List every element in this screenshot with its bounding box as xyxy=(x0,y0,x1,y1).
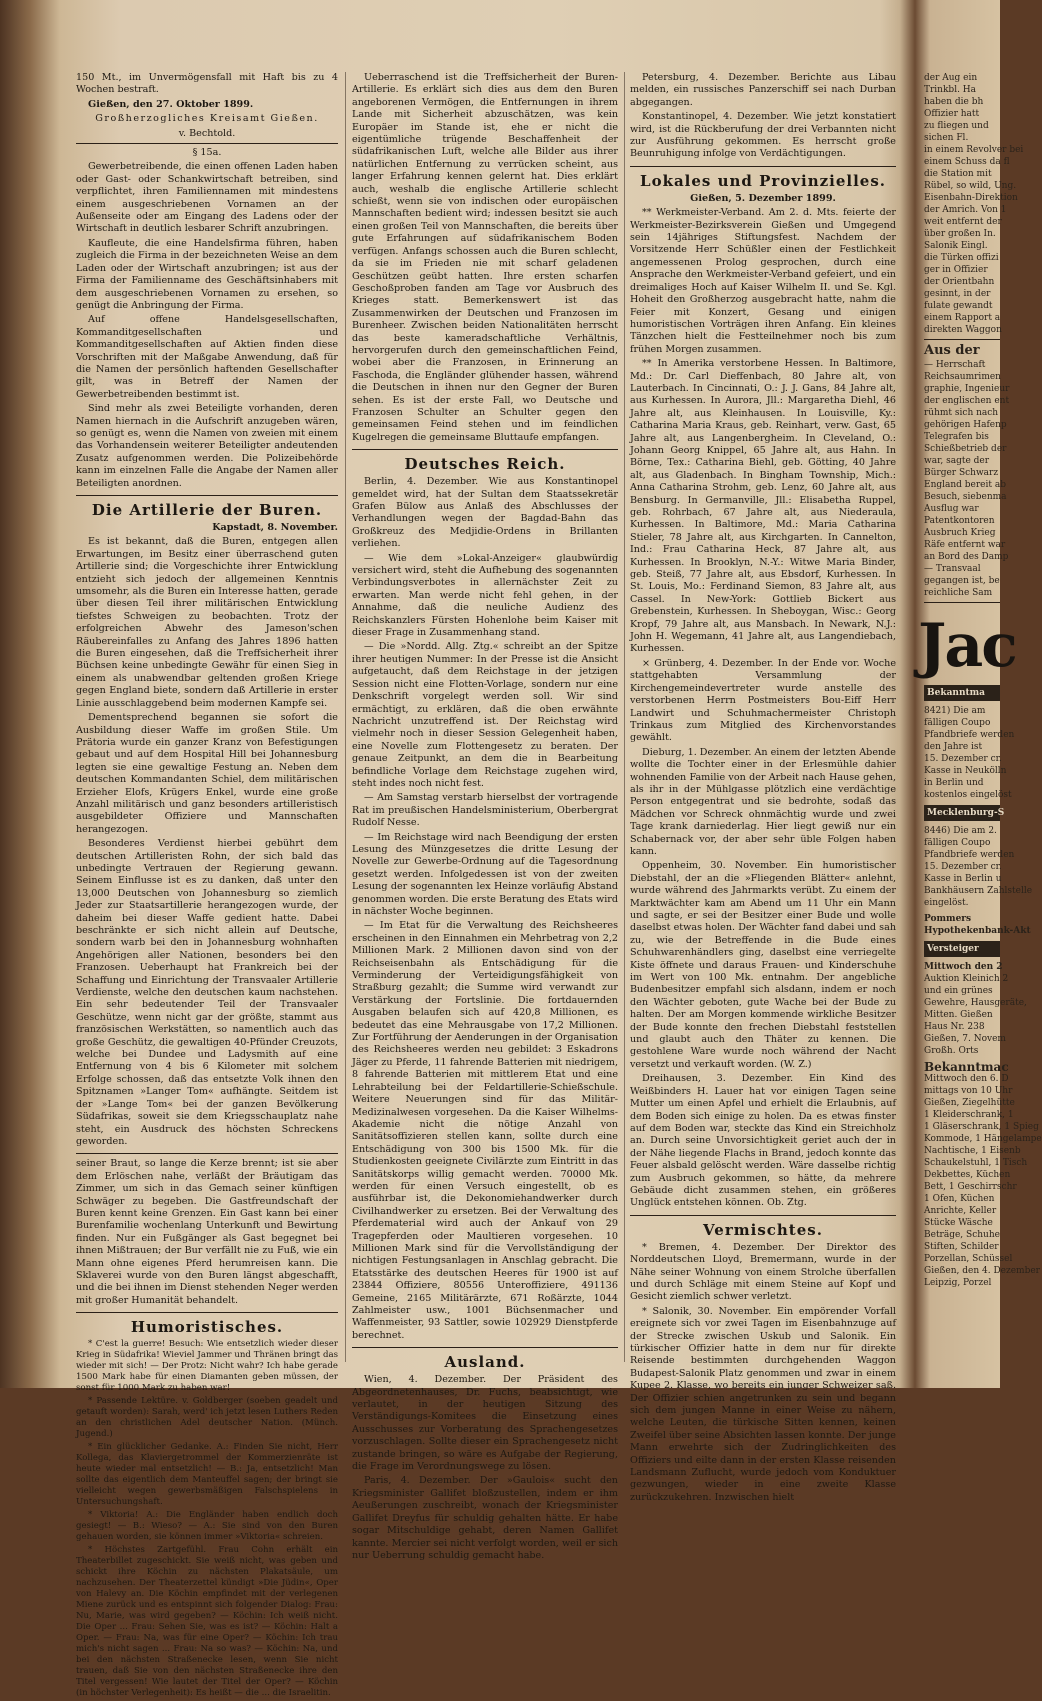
next-page-line: Porzellan, Schüssel xyxy=(924,1254,1013,1264)
next-page-lines xyxy=(924,825,1033,909)
divider xyxy=(76,1312,338,1313)
next-page-line: Reichsaumrimen xyxy=(924,372,1001,382)
advertisement-big-letters: Jac xyxy=(918,611,1016,681)
section-headline-lokales: Lokales und Provinzielles. xyxy=(640,171,886,190)
next-page-line: Stücke Wäsche xyxy=(924,1218,993,1228)
misc-item: * Salonik, 30. November. Ein empörender Vorfall ereignete sich vor zwei Tagen im Eisenbahnzuge auf der Strecke zwischen Uskub und Salonik. Ein türkischer Offizier hatte in dem nur für direkte Reisende bestimmten durchgehenden Waggon Budapest-Salonik Platz genommen und zwar in einem Kupee 2. Klasse, wo bereits ein junger Schweizer saß. Der Offizier schien angetrunken zu sein und begann sich dem jungen Manne in einer Weise zu nähern, welche Leuten, die türkische Sitten kennen, keinen Zweifel über seine Absichten lassen konnte. Der junge Mann erwehrte sich der Zudringlichkeiten des Offiziers und eilte dann in der ersten Klasse reisenden Landsmann Zuflucht, wurde jedoch vom Konduktuer gezwungen, wieder in eine zweite Klasse zurückzukehren. Inzwischen hielt xyxy=(630,1305,896,1503)
next-page-line: sichen Fl. xyxy=(924,133,969,143)
divider xyxy=(352,449,618,450)
next-page-line: Pfandbriefe werden xyxy=(924,730,1015,740)
next-page-line: fälligen Coupo xyxy=(924,718,991,728)
local-item: ** Werkmeister-Verband. Am 2. d. Mts. feierte der Werkmeister-Bezirksverein Gießen und Umgegend sein 14jähriges Stiftungsfest. Nachdem der Vorsitzende Herr Schüßler einen der Festlichkeit angemessenen Prolog gesprochen, durch eine Ansprache den Werkmeister-Verband gefeiert, und ein dreimaliges Hoch auf Kaiser Wilhelm II. und Se. Kgl. Hoheit den Großherzog ausgebracht hatte, nahm die Feier mit Konzert, Gesang und einigen humoristischen Vorträgen ihren Anfang. Ein kleines Tänzchen hielt die Festteilnehmer noch bis zum frühen Morgen zusammen. xyxy=(630,207,896,355)
news-item: Berlin, 4. Dezember. Wie aus Konstantinopel gemeldet wird, hat der Sultan dem Staatssekretär Grafen Bülow aus Anlaß des Abschlusses der Verhandlungen wegen der Bagdad-Bahn das Großkreuz des Medjidie-Ordens in Brillanten verliehen. xyxy=(352,476,618,550)
notice-heading: Bekanntmac xyxy=(924,1060,1009,1074)
next-page-line: zu fliegen und xyxy=(924,121,989,131)
local-item: Oppenheim, 30. November. Ein humoristischer Diebstahl, der an die »Fliegenden Blätter« anlehnt, wurde während des Jahrmarkts verübt. Zu einem der Marktwächter kam am Abend um 11 Uhr ein Mann und sagte, er sei der Besitzer einer Bude und wolle daselbst etwas holen. Der Wächter fand dabei und sah zu, wie der Betreffende in die Bude eines Schuhwarenhändlers ging, daselbst eine verriegelte Kiste öffnete und daraus Frauen- und Kinderschuhe im Wert von 100 Mk. entnahm. Der angebliche Budenbesitzer empfahl sich alsdann, indem er noch den Wächter geboten, gute Wache bei der Bude zu halten. Der am Morgen kommende wirkliche Besitzer der Bude konnte den frechen Diebstahl feststellen und glaubt auch den Thäter zu kennen. Die gestohlene Ware wurde noch während der Nacht versetzt und verkauft worden. (W. Z.) xyxy=(630,860,896,1070)
local-item: Dieburg, 1. Dezember. An einem der letzten Abende wollte die Tochter einer in der Erlesmühle dahier wohnenden Familie von der Arbeit nach Hause gehen, als ihr in der Mühlgasse plötzlich eine verdächtige Person entgegentrat und sie bedrohte, sodaß das Mädchen vor Schreck ohnmächtig wurde und zwei Tage krank darniederlag. Hier liegt gewiß nur ein Schabernack vor, der aber sehr üble Folgen haben kann. xyxy=(630,746,896,857)
next-page-line: kostenlos eingelöst xyxy=(924,790,1012,800)
next-page-line: Kommode, 1 Hängelampe xyxy=(924,1134,1042,1144)
next-page-line: 1 Gläserschrank, 1 Spieg xyxy=(924,1122,1039,1132)
next-page-line: Auktion Kleinich 2 xyxy=(924,974,1009,984)
next-page-line: Bürger Schwarz xyxy=(924,468,999,478)
column-4-next-page xyxy=(918,72,1042,1289)
next-page-line: weit entfernt der xyxy=(924,217,1002,227)
next-page-headline: Aus der xyxy=(924,343,980,358)
next-page-line: Stiften, Schilder xyxy=(924,1242,999,1252)
next-page-line: Leipzig, Porzel xyxy=(924,1278,992,1288)
next-page-line: Räfe entfernt war xyxy=(924,540,1006,550)
local-item: Dreihausen, 3. Dezember. Ein Kind des Weißbinders H. Lauer hat vor einigen Tagen seine Mutter um einen Apfel und erhielt die Erlaubnis, auf dem Boden sich einige zu holen. Da es etwas finster auf dem Boden war, steckte das Kind ein Streichholz an. Durch seine Unvorsichtigkeit geriet auch der in der Nähe liegende Flachs in Brand, jedoch konnte das Feuer alsbald gelöscht werden. Wäre dasselbe richtig zum Ausbruch gekommen, so hätte, da mehrere Gebäude dicht zusammen stehen, ein größeres Unglück entstehen können. Ob. Ztg. xyxy=(630,1073,896,1209)
next-page-line: 15. Dezember cr. xyxy=(924,754,1002,764)
next-page-line: Besuch, siebenma xyxy=(924,492,1007,502)
next-page-line: Kasse in Neukölln xyxy=(924,766,1007,776)
next-page-line: direkten Waggon xyxy=(924,325,1002,335)
next-page-line: Nachtische, 1 Eisenb xyxy=(924,1146,1021,1156)
article-paragraph: Dementsprechend begannen sie sofort die Ausbildung dieser Waffe im großen Stile. Um Prätoria wurde ein ganzer Kranz von Befestigungen gebaut und auf dem Hospital Hill bei Johannesburg legten sie eine gewaltige Festung an. Neben dem deutschen Kommandanten Schiel, dem militärischen Erzieher Elofs, Krügers Enkel, wurde eine große Anzahl militärisch und ganz besonders artilleristisch ausgebildeter Offiziere und Mannschaften herangezogen. xyxy=(76,712,338,835)
next-page-line: der Amrich. Von 1 xyxy=(924,205,1007,215)
next-page-line: Rübel, so wild, Ung. xyxy=(924,181,1017,191)
next-page-line: gesinnt, in der xyxy=(924,289,991,299)
next-page-line: Gießen, 7. Novem xyxy=(924,1034,1006,1044)
section-headline-reich: Deutsches Reich. xyxy=(404,455,566,474)
next-page-line: — Transvaal xyxy=(924,564,981,574)
next-page-line: 1 Kleiderschrank, 1 xyxy=(924,1110,1014,1120)
auction-date: Mittwoch den 2 xyxy=(924,962,1003,972)
next-page-line: Patentkontoren xyxy=(924,516,995,526)
next-page-line: Ausflug war xyxy=(924,504,979,514)
news-item: — Im Etat für die Verwaltung des Reichsheeres erscheinen in den Einnahmen ein Mehrbetrag von 2,2 Millionen Mark. 2 Millionen davon sind von der Reichseisenbahn als Entschädigung für die Verminderung der Verteidigungsfähigkeit von Straßburg gezahlt; die Summe wird verwandt zur Verstärkung der Fortslinie. Die fortdauernden Ausgaben belaufen sich auf 420,8 Millionen, es bedeutet das eine Mehrausgabe von 17,2 Millionen. Zur Fortführung der Aenderungen in der Organisation des Reichsheeres werden neu gebildet: 3 Eskadrons Jäger zu Pferde, 11 fahrende Batterien mit niedrigem, 8 fahrende Batterien mit mittlerem Etat und eine Lehrabteilung bei der Feldartillerie-Schießschule. Weitere Neuerungen sind für das Militär-Medizinalwesen vorgesehen. Da die Kaiser Wilhelms-Akademie nicht die nötige Anzahl von Sanitätsoffizieren stellen kann, sollte durch eine Entschädigung von 300 bis 1500 Mk. für die Studienkosten geeignete Civilärzte zum Eintritt in das Sanitätskorps willig gemacht werden. 70000 Mk. werden für einen Versuch eingestellt, ob es ausführbar ist, die Dekonomiehandwerker durch Civilhandwerker zu ersetzen. Bei der Verwaltung des Pferdematerial wird auch der Ankauf von 29 Tragepferden oder Maultieren vorgesehen. 10 Millionen Mark sind für die Vervollständigung der nichtigen Festungsanlagen in Anschlag gebracht. Die Etatsstärke des deutschen Heeres für 1900 ist auf 23844 Offiziere, 80556 Unteroffiziere, 491136 Gemeine, 2165 Militärärzte, 671 Roßärzte, 1044 Zahlmeister usw., 1001 Büchsenmacher und Waffenmeister, 93 Sattler, sowie 102929 Dienstpferde berechnet. xyxy=(352,920,618,1341)
news-item: — Am Samstag verstarb hierselbst der vortragende Rat im preußischen Handelsministerium, Oberbergrat Rudolf Nesse. xyxy=(352,792,618,829)
next-page-line: eingelöst. xyxy=(924,898,969,908)
next-page-line: Anrichte, Keller xyxy=(924,1206,997,1216)
column-3 xyxy=(630,72,896,1506)
column-rule xyxy=(345,72,346,1362)
next-page-line: die Türken offizi xyxy=(924,253,999,263)
next-page-line: haben die bh xyxy=(924,97,984,107)
next-page-line: Gießen, den 4. Dezember xyxy=(924,1266,1040,1276)
next-page-line: Schießbetrieb der xyxy=(924,444,1007,454)
section-headline-ausland: Ausland. xyxy=(444,1353,526,1372)
next-page-line: und ein grünes xyxy=(924,986,993,996)
bank-name: Hypothekenbank-Akt xyxy=(924,926,1031,936)
article-headline: Die Artillerie der Buren. xyxy=(91,501,323,519)
next-page-lines xyxy=(924,72,1024,336)
notice-signature: v. Bechtold. xyxy=(178,127,236,139)
section-headline-humor: Humoristisches. xyxy=(130,1318,284,1337)
next-page-line: der Aug ein xyxy=(924,73,978,83)
next-page-line: ger in Offizier xyxy=(924,265,988,275)
bank-name: Pommers xyxy=(924,914,972,924)
next-page-line: Haus Nr. 238 xyxy=(924,1022,985,1032)
next-page-line: über großen In. xyxy=(924,229,996,239)
notice-banner: Mecklenburg-S xyxy=(924,805,1000,821)
next-page-line: an Bord des Damp xyxy=(924,552,1009,562)
divider xyxy=(924,339,1000,340)
divider xyxy=(630,166,896,167)
next-page-line: Bankhäusern Zahlstelle xyxy=(924,886,1033,896)
next-page-line: 15. Dezember cr. xyxy=(924,862,1002,872)
next-page-line: gehörigen Hafenp xyxy=(924,420,1007,430)
misc-item: * Bremen, 4. Dezember. Der Direktor des Norddeutschen Lloyd, Bremermann, wurde in der Nähe seiner Wohnung von einem Strolche überfallen und durch Schläge mit einem Steine auf Kopf und Gesicht ziemlich schwer verletzt. xyxy=(630,1241,896,1303)
next-page-line: rühmt sich nach xyxy=(924,408,999,418)
next-page-line: die Station mit xyxy=(924,169,992,179)
local-item: ** In Amerika verstorbene Hessen. In Baltimore, Md.: Dr. Carl Dieffenbach, 80 Jahre alt, von Lauterbach. In Cincinnati, O.: J. J. Gans, 84 Jahre alt, aus Kurhessen. In Aurora, Jll.: Margaretha Diehl, 46 Jahre alt, aus Kleinhausen. In Louisville, Ky.: Catharina Maria Kraus, geb. Reinhart, verw. Gast, 65 Jahre alt, aus Langenbergheim. In Cleveland, O.: Johann Georg Knippel, 65 Jahre alt, aus Hahn. In Börne, Tex.: Catharina Biehl, geb. Götting, 40 Jahre alt, aus Gladenbach. In Bingham Township, Mich.: Anna Catharina Strohm, geb. Lenz, 60 Jahre alt, aus Bensburg. In Germanville, Jll.: Elisabetha Ruppel, geb. Rohrbach, 67 Jahre alt, aus Niederaula, Kurhessen. In Baltimore, Md.: Maria Catharina Stieler, 78 Jahre alt, aus Kirchgarten. In Cannelton, Ind.: Frau Catharina Heck, 87 Jahre alt, aus Kurhessen. In Brooklyn, N.-Y.: Witwe Maria Binder, geb. Steiß, 77 Jahre alt, aus Ebsdorf, Kurhessen. In St. Louis, Mo.: Ferdinand Siemon, 83 Jahre alt, aus Cassel. In New-York: Gottlieb Bickert aus Grebenstein, Kurhessen. In Sheboygan, Wisc.: Georg Kropf, 79 Jahre alt, aus Mansbach. In Newark, N.J.: John H. Wegemann, 41 Jahre alt, aus Langendiebach, Kurhessen. xyxy=(630,358,896,655)
article-continuation: seiner Braut, so lange die Kerze brennt; ist sie aber dem Erlöschen nahe, verläßt der Bräutigam das Zimmer, um sich in das Gemach seiner künftigen Schwäger zu begeben. Die Gastfreundschaft der Buren kennt keine Grenzen. Ein Gast kann bei einer Burenfamilie wochenlang Unterkunft und Bewirtung finden. Nur ein Fußgänger als Gast begegnet bei ihnen Mißtrauen; der Bur verfällt nie zu Fuß, wie ein Mann ohne eigenes Pferd herumreisen kann. Die Sklaverei wurde von den Buren längst abgeschafft, und die bei ihnen im Dienst stehenden Neger werden mit großer Humanität behandelt. xyxy=(76,1158,338,1306)
divider xyxy=(924,602,1000,603)
column-2 xyxy=(352,72,618,1564)
law-paragraph: Gewerbetreibende, die einen offenen Laden haben oder Gast- oder Schankwirtschaft betreiben, sind verpflichtet, ihren Familiennamen mit mindestens einem ausgeschriebenen Vornamen an der Außenseite oder am Eingang des Ladens oder der Wirtschaft in deutlich lesbarer Schrift anzubringen. xyxy=(76,161,338,235)
next-page-line: Mittwoch den 6. D xyxy=(924,1074,1009,1084)
next-page-line: Schaukelstuhl, 1 Tisch xyxy=(924,1158,1028,1168)
humor-item: * Viktoria! A.: Die Engländer haben endlich doch gesiegt! — B.: Wieso? — A.: Sie sind von den Buren gehauen worden, sie können immer »Viktoria« schreien. xyxy=(76,1510,338,1543)
section-number: § 15a. xyxy=(192,147,222,159)
next-page-lines xyxy=(924,1073,1042,1289)
section-headline-vermischtes: Vermischtes. xyxy=(703,1220,823,1239)
news-item: Paris, 4. Dezember. Der »Gaulois« sucht den Kriegsminister Gallifet bloßzustellen, indem er ihm Aeußerungen zuschreibt, wonach der Kriegsminister Gallifet Dreyfus für schuldig gehalten hätte. Er habe sogar Mitschuldige gehabt, deren Namen Gallifet kannte. Mercier sei nicht verfolgt worden, weil er sich nur Ueberrung schuldig gemacht habe. xyxy=(352,1475,618,1561)
next-page-line: den Jahre ist xyxy=(924,742,983,752)
law-paragraph: Auf offene Handelsgesellschaften, Kommanditgesellschaften und Kommanditgesellschaften auf Aktien finden diese Vorschriften mit der Maßgabe Anwendung, daß für die Namen der persönlich haftenden Gesellschafter gilt, was in Betreff der Namen der Gewerbetreibenden bestimmt ist. xyxy=(76,314,338,400)
next-page-line: in einem Revolver bei xyxy=(924,145,1024,155)
humor-item: * Höchstes Zartgefühl. Frau Cohn erhält ein Theaterbillet zugeschickt. Sie weiß nicht, was geben und schickt ihre Köchin zu nächsten Plakatsäule, um nachzusehen. Der Theaterzettel kündigt »Die Jüdin«, Oper von Halevy an. Die Köchin empfindet mit der verlegenen Miene zurück und es entspinnt sich folgender Dialog: Frau: Nu, Marie, was wird gegeben? — Köchin: Ich weiß nicht. Die Oper ... Frau: Sehen Sie, was es ist? — Köchin: Halt a Oper. — Frau: Na, was für eine Oper? — Köchin: Ich trau mich's nicht sagen ... Frau: Na so was? — Köchin: Na, und bei den nächsten Straßenecke lesen, wenn Sie nicht trauen, daß Sie von den nächsten Straßenecke ihre den Titel vergessen! Wie lautet der Titel der Oper? — Köchin (in höchster Verlegenheit): Es heißt — die ... die Israelitin. xyxy=(76,1545,338,1699)
next-page-line: Beträge, Schuhe xyxy=(924,1230,1000,1240)
next-page-line: England bereit ab xyxy=(924,480,1006,490)
next-page-line: der Orientbahn xyxy=(924,277,995,287)
news-item: — Die »Nordd. Allg. Ztg.« schreibt an der Spitze ihrer heutigen Nummer: In der Presse ist die Ansicht aufgetaucht, daß dem Reichstage in der jetzigen Session nicht eine Flotten-Vorlage, sondern nur eine Denkschrift vorgelegt werden soll. Wir sind ermächtigt, zu erklären, daß die oben erwähnte Nachricht unzutreffend ist. Der Reichstag wird vielmehr noch in dieser Session Gelegenheit haben, eine Novelle zum Flottengesetz zu beraten. Der genaue Zeitpunkt, an dem die in Bearbeitung befindliche Vorlage dem Reichstage zugehen wird, steht indes noch nicht fest. xyxy=(352,641,618,789)
fine-notice: 150 Mt., im Unvermögensfall mit Haft bis zu 4 Wochen bestraft. xyxy=(76,72,338,96)
notice-banner: Bekanntma xyxy=(924,685,1000,701)
local-item: × Grünberg, 4. Dezember. In der Ende vor. Woche stattgehabten Versammlung der Kirchengemeindevertreter wurde anstelle des verstorbenen Herrn Postmeisters Bou-Eiff Herr Landwirt und Schuhmachermeister Christoph Trinkaus zum Mitglied des Kirchenvorstandes gewählt. xyxy=(630,657,896,744)
divider xyxy=(630,1215,896,1216)
next-page-line: Gießen, Ziegelhütte xyxy=(924,1098,1015,1108)
law-paragraph: Kaufleute, die eine Handelsfirma führen, haben zugleich die Firma in der bezeichneten Weise an dem Laden oder der Wirtschaft anzubringen; ist aus der Firma der Familienname des Geschäftsinhabers mit dem ausgeschriebenen Vornamen zu ersehen, so genügt die Anbringung der Firma. xyxy=(76,237,338,311)
next-page-lines xyxy=(924,359,1010,599)
next-page-line: einem Schuss da fl xyxy=(924,157,1010,167)
article-paragraph: Besonderes Verdienst hierbei gebührt dem deutschen Artilleristen Rohn, der sich bald das unbedingte Vertrauen der Regierung gewann. Seinem Einflusse ist es zu danken, daß unter den 13,000 Deutschen von Johannesburg so ziemlich Jeder zur Staatsartillerie herangezogen wurde, der daheim bei dieser Waffe gedient hatte. Dabei beschränkte er sich nicht allein auf Deutsche, sondern warb bei den in Johannesburg wohnhaften Angehörigen aller Nationen, besonders bei den Franzosen. Ueberhaupt hat Frankreich bei der Schaffung und Einrichtung der Transvaaler Artillerie Verdienste, welche den deutschen kaum nachstehen. Ein sehr bedeutender Teil der Transvaaler Geschütze, wenn nicht gar der größte, stammt aus französischen Werkstätten, so namentlich auch das große Geschütz, die gewaltigen 40-Pfünder Creuzots, welche bei Dundee und Ladysmith auf eine Entfernung von 4 bis 6 Kilometer mit solchem Erfolge schossen, daß das entsetzte Volk ihnen den Spitznamen »Langer Tom« aufhängte. Seitdem ist der »Lange Tom« bei der ganzen Bevölkerung Südafrikas, soweit sie dem Kriegsschauplatz nahe steht, ein Ausdruck des höchsten Schreckens geworden. xyxy=(76,838,338,1147)
divider xyxy=(76,1153,338,1154)
news-item: Petersburg, 4. Dezember. Berichte aus Libau melden, ein russisches Panzerschiff sei nach Durban abgegangen. xyxy=(630,72,896,108)
next-page-line: Eisenbahn-Direktion xyxy=(924,193,1018,203)
next-page-line: 1 Ofen, Küchen xyxy=(924,1194,995,1204)
notice-office: Großherzogliches Kreisamt Gießen. xyxy=(95,113,319,125)
article-paragraph: Ueberraschend ist die Treffsicherheit der Buren-Artillerie. Es erklärt sich dies aus dem den Buren angeborenen Vermögen, die Entfernungen in ihrem Lande mit Sicherheit abzuschätzen, was kein Europäer im Stande ist, ehe er nicht die eigentümliche trügende Beschaffenheit der südafrikanischen Luft, welche alle Bilder aus ihrer natürlichen Entfernung zu verrücken scheint, aus langer Erfahrung kennen gelernt hat. Dies erklärt auch, weshalb die englische Artillerie schlecht schießt, wenn sie von indischen oder europäischen Mannschaften bedient wird; indessen besitzt sie auch einen großen Teil von Mannschaften, die bereits über gute Erfahrungen auf südafrikanischem Boden verfügen. Anfangs schossen auch die Buren schlecht, da sie im Frieden nie mit scharf geladenen Geschützen geübt hatten. Ihre ersten scharfen Geschoßproben fanden am Tage vor Ausbruch des Krieges statt. Bemerkenswert ist das Zusammenwirken der Deutschen und Franzosen im Burenheer. Zwischen beiden Nationalitäten herrscht das beste kameradschaftliche Verhältnis, hervorgerufen durch den gemeinschaftlichen Feind, wobei aber die Franzosen, in Erinnerung an Faschoda, die Engländer glühender hassen, während die Deutschen in ihnen nur den Gegner der Buren sehen. Es ist der erste Fall, wo Deutsche und Franzosen Schulter an Schulter gegen den gemeinsamen Feind stehen und im feindlichen Kugelregen die gemeinsame Bluttaufe empfangen. xyxy=(352,72,618,443)
divider xyxy=(76,143,338,144)
next-page-line: Großh. Orts xyxy=(924,1046,979,1056)
next-page-line: Mitten. Gießen xyxy=(924,1010,993,1020)
divider xyxy=(352,1347,618,1348)
column-rule xyxy=(624,72,625,1362)
next-page-line: Kasse in Berlin u xyxy=(924,874,1002,884)
next-page-line: Telegrafen bis xyxy=(924,432,989,442)
news-item: Wien, 4. Dezember. Der Präsident des Abgeordnetenhauses, Dr. Fuchs, beabsichtigt, wie verlautet, in der heutigen Sitzung des Verständigungs-Komitees die Einsetzung eines Ausschusses zur Vorberatung des Sprachengesetzes vorzuschlagen. Sollte dieser ein Sprachengesetz nicht zustande bringen, so wäre es Aufgabe der Regierung, die Frage im Verordnungswege zu lösen. xyxy=(352,1374,618,1473)
next-page-line: Offizier hatt xyxy=(924,109,980,119)
next-page-line: einem Rapport a xyxy=(924,313,1001,323)
next-page-line: Bett, 1 Geschirrschr xyxy=(924,1182,1017,1192)
next-page-line: fulate gewandt xyxy=(924,301,993,311)
next-page-line: Salonik Eingl. xyxy=(924,241,988,251)
column-1 xyxy=(76,72,338,1701)
article-paragraph: Es ist bekannt, daß die Buren, entgegen allen Erwartungen, im Besitz einer überraschend guten Artillerie sind; die Vorgeschichte ihrer Entwicklung entzieht sich jedoch der allgemeinen Kenntnis umsomehr, als die Buren ein Interesse hatten, gerade über diesen Teil ihrer militärischen Entwicklung tiefstes Schweigen zu beobachten. Trotz der erfolgreichen Abwehr des Jameson'schen Räubereinfalles zu Anfang des Jahres 1896 hatten die Buren eingesehen, daß die Treffsicherheit ihrer Büchsen keine unbedingte Gewähr für einen Sieg in einem als unabwendbar geltenden großen Kriege gegen England biete, sondern daß Artillerie in erster Linie ausschlaggebend beim modernen Kampfe sei. xyxy=(76,536,338,709)
next-page-line: Ausbruch Krieg xyxy=(924,528,996,538)
next-page-line: gegangen ist, be xyxy=(924,576,1000,586)
next-page-line: 8446) Die am 2. xyxy=(924,826,997,836)
next-page-lines xyxy=(924,973,1027,1057)
article-dateline: Kapstadt, 8. November. xyxy=(212,522,338,533)
next-page-line: fälligen Coupo xyxy=(924,838,991,848)
next-page-line: reichliche Sam xyxy=(924,588,993,598)
next-page-line: graphie, Ingenieur xyxy=(924,384,1010,394)
next-page-line: der englischen ent xyxy=(924,396,1010,406)
next-page-line: Trinkbl. Ha xyxy=(924,85,977,95)
news-item: — Wie dem »Lokal-Anzeiger« glaubwürdig versichert wird, steht die Aufhebung des sogenannten Verbindungsverbotes in allernächster Zeit zu erwarten. Man werde nicht fehl gehen, in der Annahme, daß die neuliche Audienz des Reichskanzlers Fürsten Hohenlohe beim Kaiser mit dieser Frage in Zusammenhang stand. xyxy=(352,552,618,639)
next-page-line: war, sagte der xyxy=(924,456,990,466)
next-page-line: Dekbettes, Küchen xyxy=(924,1170,1011,1180)
next-page-line: Gewehre, Hausgeräte, xyxy=(924,998,1027,1008)
section-dateline: Gießen, 5. Dezember 1899. xyxy=(690,192,836,204)
notice-banner: Versteiger xyxy=(924,941,1000,957)
news-item: Konstantinopel, 4. Dezember. Wie jetzt konstatiert wird, ist die Rückberufung der drei Verbannten nicht zur Ausführung gekommen. Es herrscht große Beunruhigung infolge von Verdächtigungen. xyxy=(630,111,896,160)
next-page-line: 8421) Die am xyxy=(924,706,986,716)
humor-item: * C'est la guerre! Besuch: Wie entsetzlich wieder dieser Krieg in Südafrika! Wieviel Jammer und Thränen bringt das wieder mit sich! — Der Protz: Nicht wahr? Ich habe gerade 1500 Mark habe für einen Diamanten geben müssen, der sonst für 1000 Mark zu haben war! xyxy=(76,1339,338,1394)
news-item: — Im Reichstage wird nach Beendigung der ersten Lesung des Münzgesetzes die dritte Lesung der Novelle zur Gewerbe-Ordnung auf die Tagesordnung gesetzt werden. Infolgedessen ist von der zweiten Lesung der sogenannten lex Heinze vorläufig Abstand genommen worden. Die erste Beratung des Etats wird in nächster Woche beginnen. xyxy=(352,831,618,917)
humor-item: * Passende Lektüre. v. Goldberger (soeben geadelt und getauft worden): Sarah, werd' ich jetzt lesen Luthers Reden an den christlichen Adel deutscher Nation. (Münch. Jugend.) xyxy=(76,1396,338,1440)
next-page-lines xyxy=(924,705,1015,801)
humor-item: * Ein glücklicher Gedanke. A.: Finden Sie nicht, Herr Kollega, das Klaviergetrommel der Kommerzienräte ist heute wieder mal entsetzlich! — B.: Ja, entsetzlich! Man sollte das eigentlich dem Manteuffel sagen; der bringt sie vielleicht wegen gewerbsmäßigen Falschspielens in Untersuchungshaft. xyxy=(76,1442,338,1508)
next-page-line: Pfandbriefe werden xyxy=(924,850,1015,860)
next-page-line: — Herrschaft xyxy=(924,360,986,370)
next-page-line: mittags von 10 Uhr xyxy=(924,1086,1013,1096)
law-paragraph: Sind mehr als zwei Beteiligte vorhanden, deren Namen hiernach in die Aufschrift anzugeben wären, so genügt es, wenn die Namen von zweien mit einem das Vorhandensein weiterer Beteiligter andeutenden Zusatz aufgenommen werden. Die Polizeibehörde kann im einzelnen Falle die Angabe der Namen aller Beteiligten anordnen. xyxy=(76,403,338,489)
divider xyxy=(76,495,338,496)
notice-place-date: Gießen, den 27. Oktober 1899. xyxy=(88,98,254,110)
next-page-line: in Berlin und xyxy=(924,778,984,788)
